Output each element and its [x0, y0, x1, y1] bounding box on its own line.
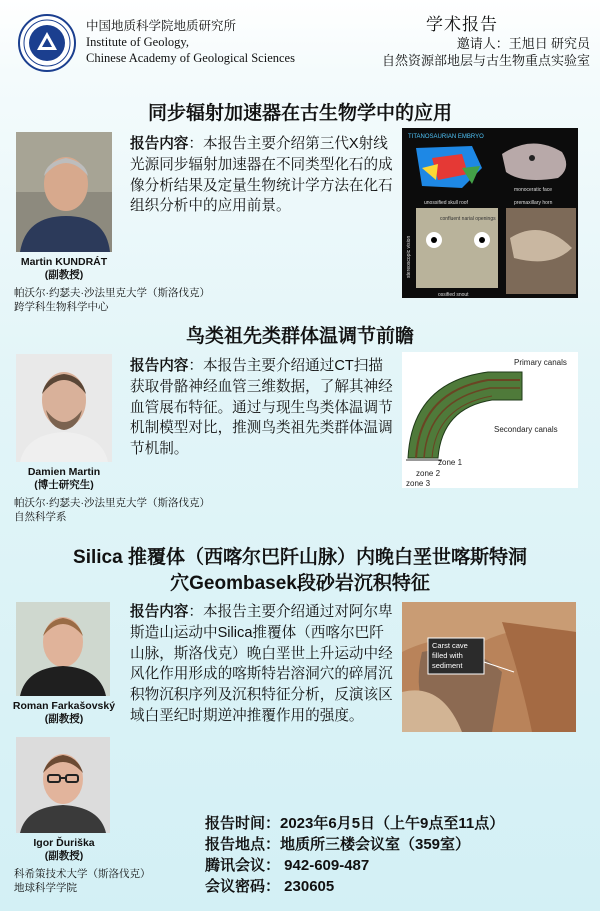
- speaker34-aff1: 科希策技术大学（斯洛伐克）: [14, 868, 151, 880]
- fig2-label-1: Secondary canals: [494, 425, 558, 434]
- fig2-label-3: zone 2: [416, 469, 441, 478]
- speaker3-name-block: [2, 700, 126, 726]
- institute-name: [86, 18, 295, 66]
- speaker3-title: (副教授): [44, 713, 84, 725]
- speaker2-aff1: 帕沃尔·约瑟夫·沙法里克大学（斯洛伐克）: [14, 497, 210, 509]
- fig1-label-4: premaxillary horn: [514, 200, 553, 206]
- fig1-label-6: ossified snout: [438, 292, 469, 298]
- talk2-content: [130, 356, 394, 460]
- talk1-content-text: ：本报告主要介绍第三代X射线光源同步辐射加速器在不同类型化石的成像分析结果及定量生物统计学方法在化石组织分析中的应用前景。: [130, 136, 393, 215]
- fig2-label-0: Primary canals: [514, 358, 567, 367]
- content-label: 报告内容: [130, 136, 189, 152]
- fig3-label-3: sediment: [432, 661, 463, 670]
- speaker2-name: Damien Martin: [27, 466, 101, 478]
- report-header: [382, 10, 590, 69]
- speaker3-name: Roman Farkašovský: [12, 700, 116, 712]
- speaker1-aff1: 帕沃尔·约瑟夫·沙法里克大学（斯洛伐克）: [14, 287, 210, 299]
- institute-en-2: Chinese Academy of Geological Sciences: [86, 51, 295, 65]
- institute-cn: 中国地质科学院地质研究所: [86, 19, 237, 33]
- fig1-label-1: monoceratic face: [514, 187, 553, 193]
- talk3-title-2: 穴Geombasek段砂岩沉积特征: [170, 573, 430, 594]
- talk3-figure: [402, 602, 576, 732]
- speaker34-aff2: 地球科学学院: [14, 882, 77, 894]
- talk1-figure: [402, 128, 578, 298]
- fig3-label-2: filled with: [432, 651, 463, 660]
- meeting-time: 报告时间：2023年6月5日（上午9点至11点）: [205, 815, 505, 832]
- talk1-content: [130, 134, 394, 217]
- talk2-content-text: ：本报告主要介绍通过CT扫描获取骨骼神经血管三维数据，了解其神经血管展布特征。通过与现生鸟类体温调节机制模型对比，推测鸟类祖先类群体温调节机制。: [130, 358, 393, 458]
- speaker2-aff2: 自然科学系: [14, 511, 67, 523]
- talk3-title-1: Silica 推覆体（西喀尔巴阡山脉）内晚白垩世喀斯特洞: [73, 547, 527, 568]
- speaker1-title: (副教授): [44, 269, 84, 281]
- talk3-content-text: ：本报告主要介绍通过对阿尔卑斯造山运动中Silica推覆体（西喀尔巴阡山脉，斯洛伐克）晚白垩世上升运动中经风化作用形成的喀斯特岩溶洞穴的碎屑沉积物沉积序列及沉积特征分析，反演该区域白垩纪时期逆冲推覆作用的强度。: [130, 604, 393, 724]
- content-label: 报告内容: [130, 358, 189, 374]
- fig1-label-0: TITANOSAURIAN EMBRYO: [408, 134, 484, 140]
- meeting-place: 报告地点：地质所三楼会议室（359室）: [205, 836, 471, 853]
- talk2-figure: [402, 352, 578, 488]
- speaker1-name: Martin KUNDRÁT: [20, 256, 108, 268]
- institute-logo: [18, 14, 76, 72]
- fig2-label-4: zone 3: [406, 479, 431, 488]
- fig1-label-3: confluent narial openings: [440, 216, 496, 222]
- fig1-label-2: unossified skull roof: [424, 200, 468, 206]
- speaker4-name-block: [6, 837, 122, 863]
- speaker2-name-block: [6, 466, 122, 492]
- talk2-title: 鸟类祖先类群体温调节前瞻: [185, 326, 414, 347]
- speaker2-title: (博士研究生): [34, 479, 94, 491]
- talk1-title: 同步辐射加速器在古生物学中的应用: [147, 103, 452, 124]
- speaker1-affiliation: [14, 286, 210, 314]
- content-label: 报告内容: [130, 604, 189, 620]
- speaker1-photo: [16, 132, 112, 252]
- report-label: 学术报告: [425, 15, 498, 34]
- meeting-password: 会议密码： 230605: [205, 878, 335, 895]
- fig1-label-5: stereoscopic vision: [406, 235, 412, 278]
- meeting-info: [205, 813, 504, 897]
- institute-en-1: Institute of Geology,: [86, 35, 189, 49]
- speaker4-photo: [16, 737, 110, 833]
- inviter: 邀请人：王旭日 研究员: [456, 36, 590, 51]
- speaker4-name: Igor Ďuriška: [33, 837, 95, 849]
- tencent-meeting-id: 腾讯会议： 942-609-487: [205, 857, 370, 874]
- lab-name: 自然资源部地层与古生物重点实验室: [381, 53, 590, 68]
- fig3-label-1: Carst cave: [432, 641, 468, 650]
- speaker2-photo: [16, 354, 112, 462]
- speaker34-affiliation: [14, 867, 151, 895]
- speaker4-title: (副教授): [44, 850, 84, 862]
- speaker1-name-block: [6, 256, 122, 282]
- fig2-label-2: zone 1: [438, 458, 463, 467]
- speaker3-photo: [16, 602, 110, 696]
- speaker1-aff2: 跨学科生物科学中心: [14, 301, 109, 313]
- talk3-content: [130, 602, 394, 727]
- speaker2-affiliation: [14, 496, 210, 524]
